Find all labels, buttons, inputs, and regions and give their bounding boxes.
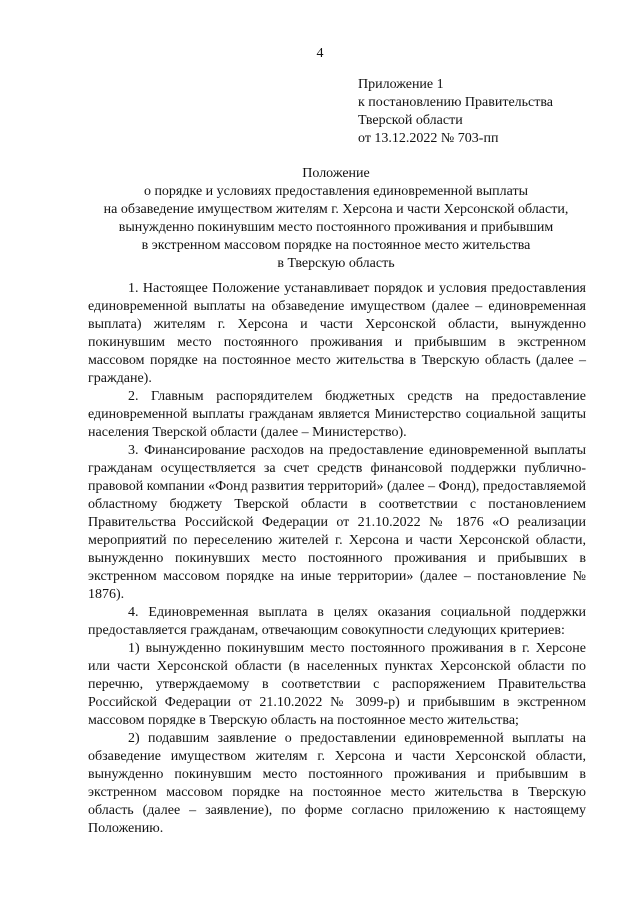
annex-line: Тверской области xyxy=(358,113,463,128)
title-line: в экстренном массовом порядке на постоянное место жительства xyxy=(141,238,531,253)
title-line: Положение xyxy=(302,166,370,181)
document-body xyxy=(88,280,586,838)
annex-line: к постановлению Правительства xyxy=(358,95,554,110)
title-line: в Тверскую область xyxy=(277,256,395,271)
annex-line: Приложение 1 xyxy=(358,77,444,92)
paragraph-1: 1. Настоящее Положение устанавливает порядок и условия предоставления единовременной выплаты на обзаведение имуществом (далее – единовременная выплата) жителям г. Херсона и части Херсонской области, вынужденно покинувшим место постоянного проживания и прибывшим в экстренном массовом порядке на постоянное место жительства в Тверскую область (далее – граждане). xyxy=(88,281,586,386)
criterion-1: 1) вынужденно покинувшим место постоянного проживания в г. Херсоне или части Херсонской области (в населенных пунктах Херсонской области по перечню, утверждаемому в соответствии с распоряжением Правительства Российской Федерации от 21.10.2022 № 3099-р) и прибывшим в экстренном массовом порядке в Тверскую область на постоянное место жительства; xyxy=(88,641,586,728)
paragraph-3: 3. Финансирование расходов на предоставление единовременной выплаты гражданам осуществляется за счет средств финансовой поддержки публично-правовой компании «Фонд развития территорий» (далее – Фонд), предоставляемой областному бюджету Тверской области в соответствии с постановлением Правительства Российской Федерации от 21.10.2022 № 1876 «О реализации мероприятий по переселению жителей г. Херсона и части Херсонской области, вынужденно покинувших место постоянного проживания и прибывших в экстренном массовом порядке на иные территории» (далее – постановление № 1876). xyxy=(88,443,586,602)
document-title xyxy=(88,165,584,273)
paragraph-4: 4. Единовременная выплата в целях оказания социальной поддержки предоставляется гражданам, отвечающим совокупности следующих критериев: xyxy=(88,605,586,638)
criterion-2: 2) подавшим заявление о предоставлении единовременной выплаты на обзаведение имуществом жителям г. Херсона и части Херсонской области, вынужденно покинувшим место постоянного проживания и прибывшим в экстренном массовом порядке на постоянное место жительства в Тверскую область (далее – заявление), по форме согласно приложению к настоящему Положению. xyxy=(88,731,586,836)
title-line: на обзаведение имуществом жителям г. Херсона и части Херсонской области, xyxy=(103,202,569,217)
annex-block xyxy=(358,76,553,148)
title-line: о порядке и условиях предоставления единовременной выплаты xyxy=(143,184,529,199)
page-number: 4 xyxy=(316,46,324,61)
annex-line: от 13.12.2022 № 703-пп xyxy=(358,131,499,146)
paragraph-2: 2. Главным распорядителем бюджетных средств на предоставление единовременной выплаты гражданам является Министерство социальной защиты населения Тверской области (далее – Министерство). xyxy=(88,389,586,440)
title-line: вынужденно покинувшим место постоянного проживания и прибывшим xyxy=(118,220,554,235)
